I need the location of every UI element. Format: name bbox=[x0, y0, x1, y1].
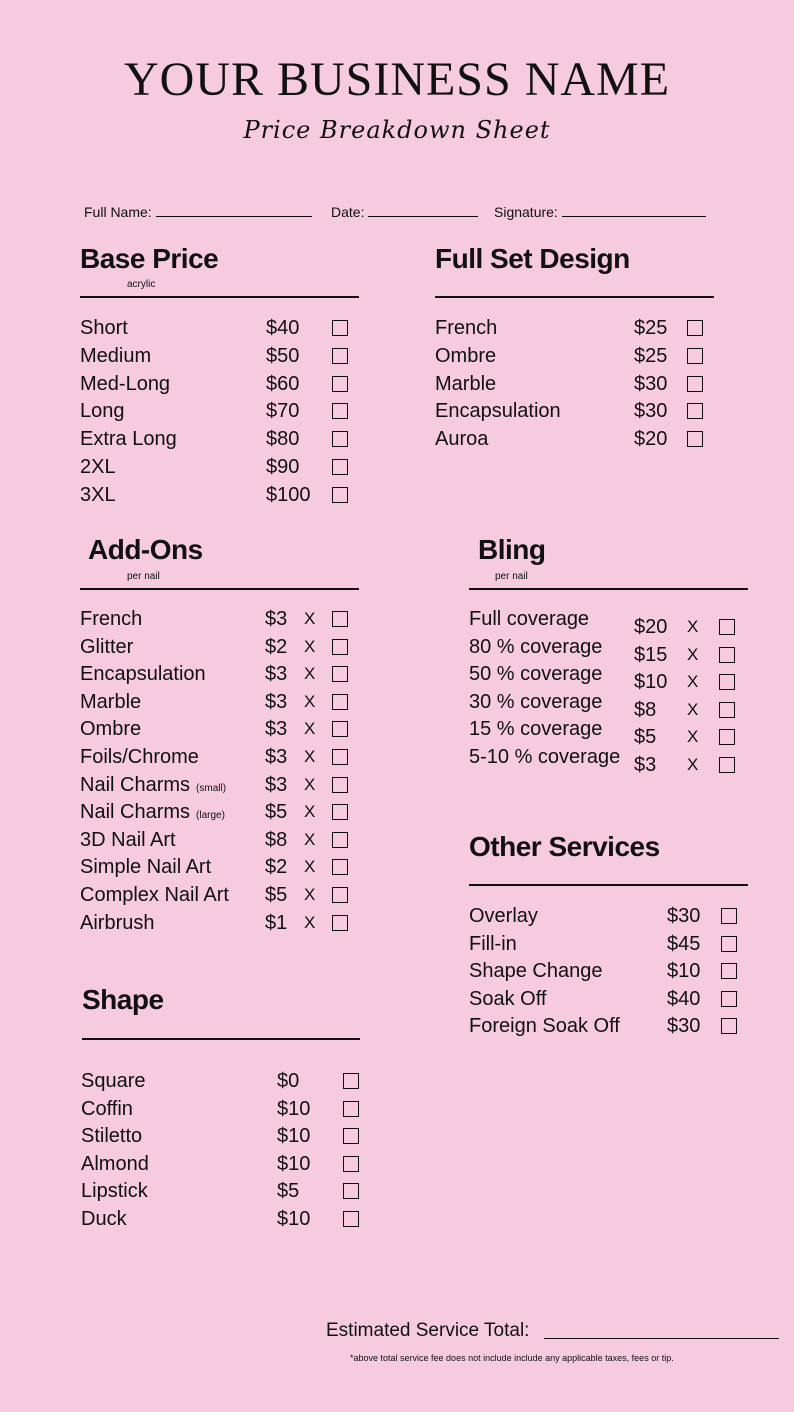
full-name-blank[interactable] bbox=[156, 205, 312, 217]
item-label bbox=[469, 745, 620, 769]
item-label bbox=[80, 635, 133, 659]
list-item bbox=[80, 717, 360, 741]
list-item bbox=[80, 662, 360, 686]
item-label-text: Complex Nail Art bbox=[80, 884, 229, 906]
multiplier-x: X bbox=[304, 719, 316, 739]
item-price: $20 bbox=[634, 428, 668, 451]
item-label bbox=[469, 717, 602, 741]
bling-sub: per nail bbox=[495, 571, 528, 582]
item-label-text: Foils/Chrome bbox=[80, 746, 199, 768]
list-item bbox=[80, 828, 360, 852]
add-ons-sub: per nail bbox=[127, 571, 160, 582]
multiplier-x: X bbox=[687, 617, 699, 636]
list-item bbox=[80, 607, 360, 631]
item-price: $5 bbox=[634, 726, 657, 749]
list-item bbox=[469, 607, 749, 638]
item-label-text: 2XL bbox=[80, 456, 116, 478]
item-checkbox[interactable] bbox=[343, 1101, 359, 1117]
multiplier-x: X bbox=[304, 802, 316, 822]
item-label-text: Nail Charms bbox=[80, 801, 191, 824]
item-price: $80 bbox=[266, 428, 300, 451]
base-price-rule bbox=[80, 296, 359, 298]
item-price: $40 bbox=[667, 987, 701, 1010]
item-price: $40 bbox=[266, 317, 300, 339]
item-price: $50 bbox=[266, 344, 300, 367]
multiplier-x: X bbox=[687, 672, 699, 692]
add-ons-rule bbox=[80, 588, 359, 590]
list-item bbox=[469, 987, 749, 1011]
list-item bbox=[81, 1207, 371, 1231]
multiplier-x: X bbox=[304, 774, 316, 794]
item-note: (large) bbox=[196, 810, 225, 822]
item-checkbox[interactable] bbox=[332, 749, 348, 765]
item-label-text: Overlay bbox=[469, 905, 538, 927]
signature-field[interactable] bbox=[494, 204, 706, 220]
full-set-rule bbox=[435, 296, 714, 298]
item-checkbox[interactable] bbox=[332, 777, 348, 793]
item-checkbox[interactable] bbox=[332, 320, 348, 336]
item-checkbox[interactable] bbox=[719, 647, 735, 663]
sheet-subtitle: Price Breakdown Sheet bbox=[243, 116, 551, 144]
item-price: $3 bbox=[634, 754, 657, 776]
item-label-text: Auroa bbox=[435, 428, 489, 451]
item-label-text: Almond bbox=[81, 1152, 149, 1175]
item-label bbox=[435, 344, 496, 368]
item-label bbox=[81, 1069, 146, 1093]
item-checkbox[interactable] bbox=[332, 832, 348, 848]
estimated-total-label: Estimated Service Total: bbox=[326, 1320, 530, 1341]
item-checkbox[interactable] bbox=[343, 1183, 359, 1199]
multiplier-x: X bbox=[687, 699, 699, 719]
item-label-text: Lipstick bbox=[81, 1180, 148, 1203]
list-item bbox=[81, 1152, 371, 1176]
list-item bbox=[80, 911, 360, 935]
item-price: $8 bbox=[265, 828, 288, 851]
estimated-total-blank[interactable] bbox=[544, 1338, 779, 1339]
item-label-text: Shape Change bbox=[469, 960, 603, 983]
item-checkbox[interactable] bbox=[332, 639, 348, 655]
list-item bbox=[435, 372, 715, 396]
item-label bbox=[469, 690, 602, 714]
item-checkbox[interactable] bbox=[332, 403, 348, 419]
item-label bbox=[469, 1014, 620, 1038]
multiplier-x: X bbox=[304, 885, 316, 904]
item-price: $10 bbox=[634, 671, 668, 694]
item-price: $20 bbox=[634, 616, 668, 638]
list-item bbox=[469, 959, 749, 983]
item-label-text: Foreign Soak Off bbox=[469, 1015, 620, 1038]
multiplier-x: X bbox=[304, 609, 316, 628]
item-price: $10 bbox=[277, 1097, 311, 1120]
item-label-text: Stiletto bbox=[81, 1125, 143, 1148]
other-services-rule bbox=[469, 884, 748, 886]
item-price: $5 bbox=[265, 801, 288, 824]
item-checkbox[interactable] bbox=[332, 431, 348, 447]
item-label bbox=[469, 959, 602, 983]
item-checkbox[interactable] bbox=[332, 487, 348, 503]
item-label-text: 5-10 % coverage bbox=[469, 746, 621, 768]
list-item bbox=[469, 690, 749, 721]
list-item bbox=[80, 690, 360, 714]
item-label-text: Nail Charms bbox=[80, 773, 191, 796]
list-item bbox=[80, 883, 360, 907]
item-price: $5 bbox=[265, 884, 288, 906]
item-checkbox[interactable] bbox=[332, 887, 348, 903]
item-label-text: French bbox=[435, 317, 498, 339]
item-price: $30 bbox=[667, 905, 701, 927]
item-checkbox[interactable] bbox=[332, 859, 348, 875]
item-price: $15 bbox=[634, 643, 668, 666]
item-price: $0 bbox=[277, 1070, 300, 1092]
item-label-text: Encapsulation bbox=[435, 400, 561, 423]
item-label bbox=[80, 800, 225, 828]
item-price: $3 bbox=[265, 773, 288, 796]
list-item bbox=[469, 635, 749, 666]
shape-title: Shape bbox=[82, 984, 164, 1015]
list-item bbox=[80, 635, 360, 659]
item-label bbox=[80, 455, 116, 479]
item-label bbox=[80, 427, 177, 451]
item-label-text: 50 % coverage bbox=[469, 663, 603, 686]
multiplier-x: X bbox=[304, 857, 316, 877]
item-label bbox=[80, 372, 170, 396]
item-price: $5 bbox=[277, 1180, 300, 1203]
list-item bbox=[81, 1179, 371, 1203]
item-label bbox=[81, 1207, 127, 1231]
item-label bbox=[80, 662, 206, 686]
list-item bbox=[80, 773, 360, 797]
add-ons-title: Add-Ons bbox=[88, 534, 203, 565]
item-label-text: 30 % coverage bbox=[469, 690, 603, 713]
item-label-text: Marble bbox=[435, 372, 497, 395]
item-label-text: Simple Nail Art bbox=[80, 856, 212, 879]
multiplier-x: X bbox=[304, 912, 316, 932]
item-price: $3 bbox=[265, 608, 288, 630]
item-price: $2 bbox=[265, 635, 288, 658]
item-label-text: 80 % coverage bbox=[469, 635, 603, 658]
list-item bbox=[80, 483, 360, 507]
date-blank[interactable] bbox=[368, 205, 478, 217]
multiplier-x: X bbox=[687, 727, 699, 747]
item-checkbox[interactable] bbox=[332, 694, 348, 710]
item-label-text: Extra Long bbox=[80, 428, 177, 451]
full-name-label: Full Name: bbox=[84, 204, 152, 220]
disclaimer-note: *above total service fee does not include include any applicable taxes, fees or tip. bbox=[350, 1353, 674, 1363]
item-price: $10 bbox=[277, 1208, 311, 1230]
list-item bbox=[80, 855, 360, 879]
item-price: $10 bbox=[277, 1152, 311, 1175]
item-checkbox[interactable] bbox=[332, 348, 348, 364]
item-label bbox=[80, 773, 226, 801]
item-checkbox[interactable] bbox=[687, 320, 703, 336]
list-item bbox=[80, 372, 360, 396]
item-label-text: Short bbox=[80, 317, 128, 339]
list-item bbox=[80, 399, 360, 423]
item-checkbox[interactable] bbox=[721, 1018, 737, 1034]
item-label bbox=[469, 607, 589, 631]
item-price: $90 bbox=[266, 456, 300, 478]
item-label bbox=[435, 399, 561, 423]
list-item bbox=[435, 316, 715, 340]
item-checkbox[interactable] bbox=[332, 804, 348, 820]
item-checkbox[interactable] bbox=[687, 431, 703, 447]
item-price: $30 bbox=[634, 400, 668, 423]
item-label-text: Fill-in bbox=[469, 932, 517, 955]
item-price: $10 bbox=[277, 1125, 311, 1148]
item-price: $25 bbox=[634, 317, 668, 339]
item-checkbox[interactable] bbox=[687, 348, 703, 364]
item-label bbox=[81, 1097, 133, 1121]
item-checkbox[interactable] bbox=[332, 721, 348, 737]
item-price: $60 bbox=[266, 372, 300, 395]
list-item bbox=[80, 344, 360, 368]
item-checkbox[interactable] bbox=[343, 1128, 359, 1144]
item-label bbox=[81, 1179, 148, 1203]
item-price: $1 bbox=[265, 911, 288, 934]
item-label-text: Long bbox=[80, 400, 125, 423]
item-label bbox=[435, 372, 496, 396]
item-label-text: Med-Long bbox=[80, 372, 171, 395]
item-checkbox[interactable] bbox=[719, 619, 735, 635]
list-item bbox=[469, 662, 749, 694]
list-item bbox=[435, 344, 715, 368]
list-item bbox=[469, 1014, 749, 1038]
shape-rule bbox=[82, 1038, 360, 1040]
item-label bbox=[80, 344, 151, 368]
item-label bbox=[81, 1124, 142, 1148]
item-label bbox=[469, 932, 517, 956]
list-item bbox=[469, 745, 749, 776]
item-note: (small) bbox=[196, 782, 227, 794]
item-price: $100 bbox=[266, 483, 311, 506]
item-price: $10 bbox=[667, 960, 701, 983]
list-item bbox=[469, 932, 749, 956]
multiplier-x: X bbox=[304, 829, 316, 849]
item-label bbox=[80, 399, 125, 423]
item-label-text: Glitter bbox=[80, 635, 134, 658]
multiplier-x: X bbox=[687, 755, 699, 774]
item-label bbox=[469, 904, 538, 928]
multiplier-x: X bbox=[304, 747, 316, 766]
item-label bbox=[80, 745, 199, 769]
item-label bbox=[80, 717, 141, 741]
item-checkbox[interactable] bbox=[343, 1156, 359, 1172]
list-item bbox=[81, 1069, 371, 1093]
item-price: $2 bbox=[265, 856, 288, 879]
item-label-text: Full coverage bbox=[469, 608, 590, 630]
item-label-text: Duck bbox=[81, 1208, 127, 1230]
date-field[interactable] bbox=[331, 204, 478, 220]
item-checkbox[interactable] bbox=[687, 403, 703, 419]
item-label-text: Marble bbox=[80, 690, 142, 713]
item-price: $25 bbox=[634, 344, 668, 367]
item-label bbox=[469, 987, 546, 1011]
business-name: YOUR BUSINESS NAME bbox=[123, 53, 671, 106]
item-label-text: Square bbox=[81, 1070, 146, 1092]
item-price: $3 bbox=[265, 746, 288, 768]
item-label-text: Soak Off bbox=[469, 987, 547, 1010]
list-item bbox=[435, 427, 715, 451]
item-label-text: Ombre bbox=[80, 718, 142, 741]
item-label bbox=[469, 635, 602, 659]
multiplier-x: X bbox=[687, 644, 699, 664]
item-checkbox[interactable] bbox=[721, 991, 737, 1007]
list-item bbox=[81, 1124, 371, 1148]
list-item bbox=[80, 800, 360, 824]
list-item bbox=[80, 455, 360, 479]
base-price-title: Base Price bbox=[80, 243, 219, 274]
item-checkbox[interactable] bbox=[332, 915, 348, 931]
other-services-title: Other Services bbox=[469, 831, 660, 862]
item-checkbox[interactable] bbox=[687, 376, 703, 392]
list-item bbox=[81, 1097, 371, 1121]
item-label-text: 15 % coverage bbox=[469, 718, 603, 741]
item-checkbox[interactable] bbox=[719, 674, 735, 690]
item-label-text: Ombre bbox=[435, 344, 497, 367]
item-checkbox[interactable] bbox=[332, 376, 348, 392]
list-item bbox=[435, 399, 715, 423]
item-label bbox=[80, 483, 116, 507]
item-checkbox[interactable] bbox=[721, 936, 737, 952]
item-checkbox[interactable] bbox=[719, 757, 735, 773]
item-label-text: Encapsulation bbox=[80, 663, 206, 686]
item-price: $70 bbox=[266, 400, 300, 423]
list-item bbox=[469, 717, 749, 749]
item-price: $30 bbox=[667, 1015, 701, 1038]
full-set-title: Full Set Design bbox=[435, 243, 630, 274]
item-label-text: 3D Nail Art bbox=[80, 828, 176, 851]
item-label-text: Airbrush bbox=[80, 911, 155, 934]
item-label bbox=[435, 316, 497, 340]
item-checkbox[interactable] bbox=[719, 702, 735, 718]
item-label bbox=[80, 883, 229, 907]
item-label bbox=[80, 828, 176, 852]
bling-rule bbox=[469, 588, 748, 590]
item-label bbox=[469, 662, 602, 686]
item-checkbox[interactable] bbox=[343, 1211, 359, 1227]
multiplier-x: X bbox=[304, 636, 316, 656]
item-price: $3 bbox=[265, 718, 288, 741]
item-price: $30 bbox=[634, 372, 668, 395]
item-checkbox[interactable] bbox=[332, 611, 348, 627]
item-checkbox[interactable] bbox=[721, 963, 737, 979]
item-price: $45 bbox=[667, 932, 701, 955]
list-item bbox=[80, 745, 360, 769]
item-checkbox[interactable] bbox=[721, 908, 737, 924]
item-label-text: French bbox=[80, 608, 143, 630]
item-label bbox=[80, 316, 128, 340]
item-label-text: Coffin bbox=[81, 1097, 133, 1120]
base-price-sub: acrylic bbox=[127, 279, 156, 290]
list-item bbox=[80, 316, 360, 340]
signature-label: Signature: bbox=[494, 204, 558, 220]
item-label bbox=[80, 607, 142, 631]
item-label bbox=[81, 1152, 149, 1176]
item-label-text: Medium bbox=[80, 344, 152, 367]
item-label bbox=[80, 855, 211, 879]
item-price: $3 bbox=[265, 663, 288, 686]
item-label-text: 3XL bbox=[80, 483, 116, 506]
multiplier-x: X bbox=[304, 664, 316, 684]
item-label bbox=[80, 690, 141, 714]
item-label bbox=[435, 427, 488, 451]
item-price: $8 bbox=[634, 698, 657, 721]
signature-blank[interactable] bbox=[562, 205, 706, 217]
full-name-field[interactable] bbox=[84, 204, 312, 220]
item-checkbox[interactable] bbox=[332, 459, 348, 475]
item-label bbox=[80, 911, 154, 935]
item-checkbox[interactable] bbox=[343, 1073, 359, 1089]
item-checkbox[interactable] bbox=[332, 666, 348, 682]
multiplier-x: X bbox=[304, 691, 316, 711]
date-label: Date: bbox=[331, 204, 365, 220]
list-item bbox=[469, 904, 749, 928]
item-price: $3 bbox=[265, 690, 288, 713]
list-item bbox=[80, 427, 360, 451]
bling-title: Bling bbox=[478, 534, 546, 565]
item-checkbox[interactable] bbox=[719, 729, 735, 745]
